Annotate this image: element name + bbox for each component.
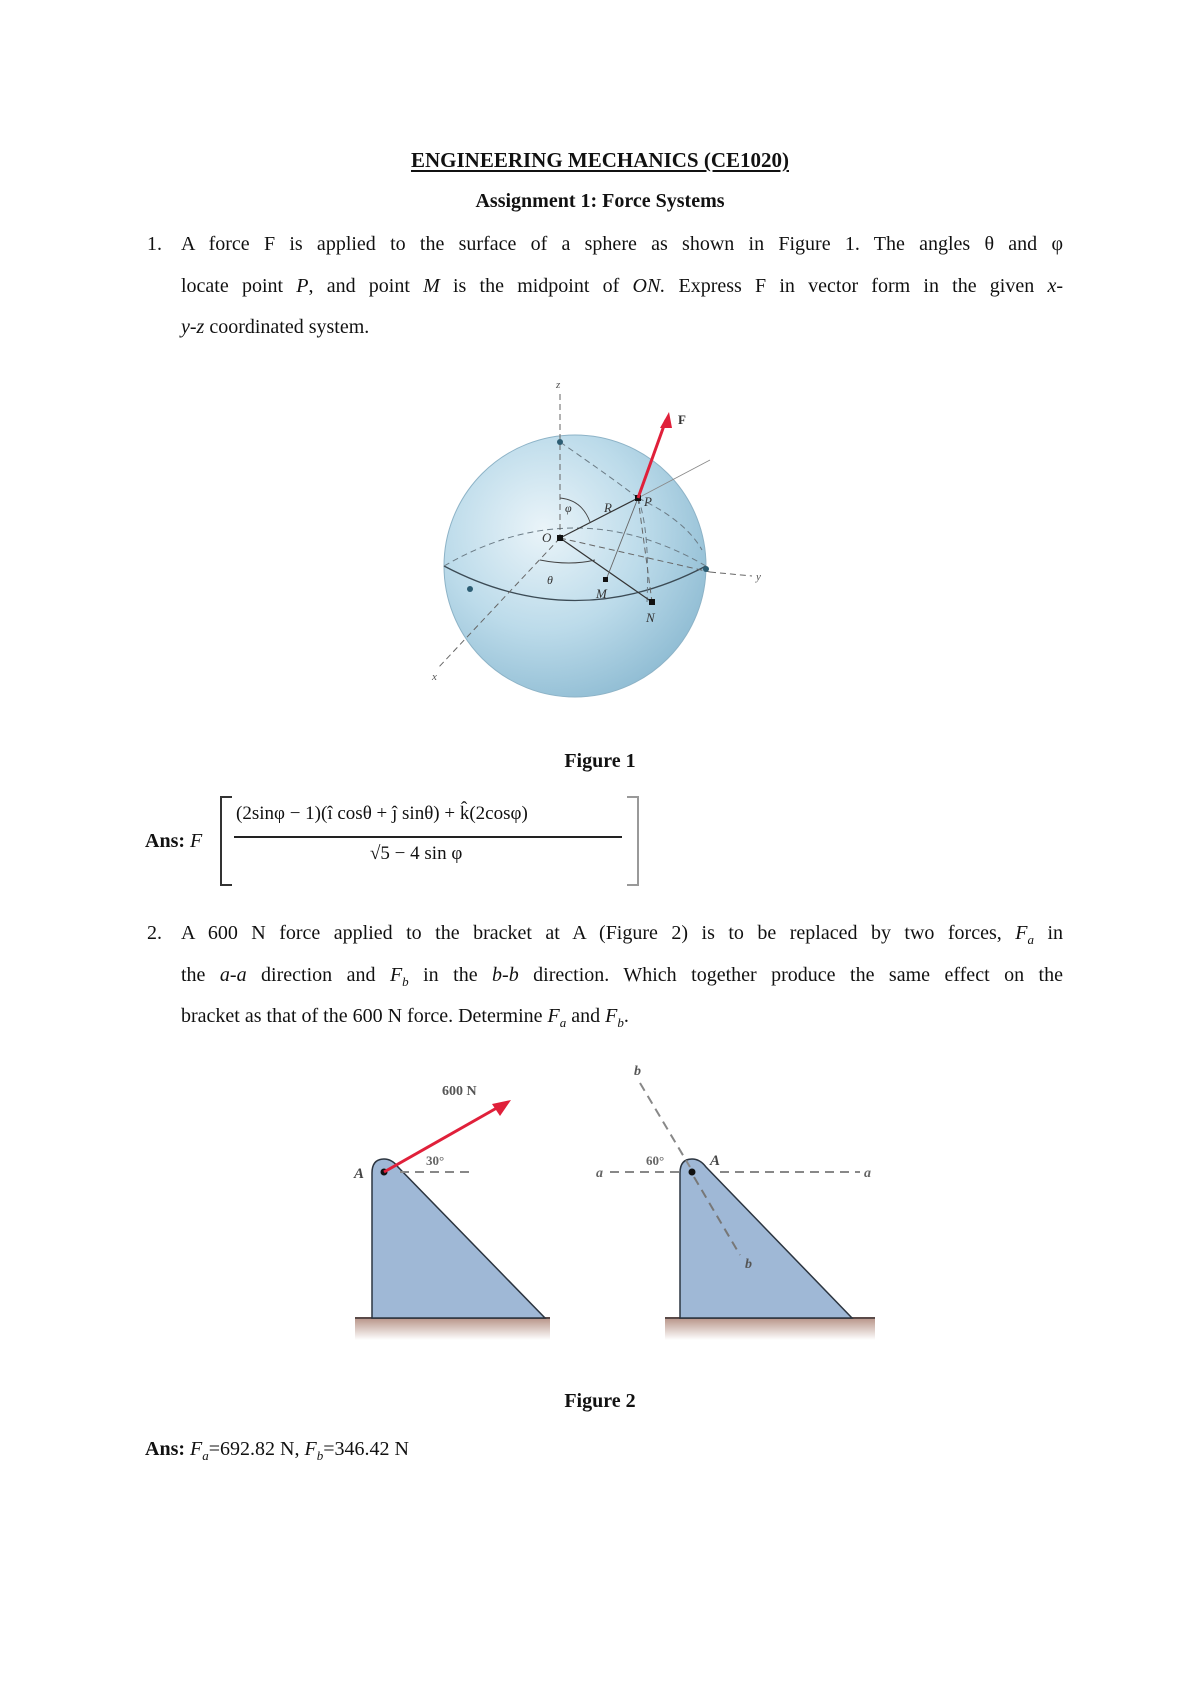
question-2-line-3: bracket as that of the 600 N force. Determine $F_a$ and $F_b$. xyxy=(181,1005,629,1030)
figure-2-caption: Figure 2 xyxy=(564,1390,636,1412)
answer-1-right-bracket xyxy=(627,796,639,886)
answer-1-fraction-bar xyxy=(234,836,622,838)
assignment-subtitle: Assignment 1: Force Systems xyxy=(475,190,725,212)
question-2-number: 2. xyxy=(147,922,162,944)
figure-2-bracket-diagrams xyxy=(340,1055,890,1345)
label-a-left: a xyxy=(596,1166,603,1181)
sphere xyxy=(444,435,706,697)
right-pin-A xyxy=(689,1169,696,1176)
label-30deg: 30° xyxy=(426,1153,445,1168)
label-600N: 600 N xyxy=(442,1084,477,1099)
answer-2: Ans: $F_a=692.82$ N, $F_b=346.42$ N xyxy=(145,1438,409,1463)
label-P: P xyxy=(644,494,652,509)
label-60deg: 60° xyxy=(646,1153,665,1168)
x-axis-marker xyxy=(467,586,473,592)
label-N: N xyxy=(646,610,655,625)
document-title: ENGINEERING MECHANICS (CE1020) xyxy=(410,148,790,172)
right-bracket xyxy=(596,1064,875,1340)
force-600N-arrowhead xyxy=(492,1100,511,1116)
label-A-left: A xyxy=(354,1166,365,1182)
left-ground xyxy=(355,1318,550,1340)
answer-1-denominator: √5 − 4 sin φ xyxy=(370,843,463,864)
answer-1-left-bracket xyxy=(220,796,232,886)
question-1-line-1: A force F is applied to the surface of a sphere as shown in Figure 1. The angles θ and φ xyxy=(181,233,1063,255)
label-M: M xyxy=(596,586,607,601)
y-axis-label: y xyxy=(756,571,761,583)
question-1-line-3: y-z coordinated system. xyxy=(181,316,370,338)
question-2-line-2: the a-a direction and $F_b$ in the b-b direction. Which together produce the same effect on the xyxy=(181,964,1063,989)
force-F-arrowhead xyxy=(660,412,672,428)
left-bracket xyxy=(353,1084,550,1340)
figure-1-caption: Figure 1 xyxy=(564,750,636,772)
question-1-number: 1. xyxy=(147,233,162,255)
label-O: O xyxy=(542,530,552,545)
right-bracket-body xyxy=(680,1159,852,1318)
figure-1-sphere-diagram xyxy=(420,370,780,715)
x-axis-label: x xyxy=(432,671,437,683)
label-F: F xyxy=(678,412,686,427)
question-1-line-2: locate point P, and point M is the midpoint of ON. Express F in vector form in the given x- xyxy=(181,275,1063,297)
label-theta: θ xyxy=(547,573,553,587)
y-axis xyxy=(710,572,752,576)
question-2-line-1: A 600 N force applied to the bracket at A (Figure 2) is to be replaced by two forces, $F_a$ in xyxy=(181,922,1064,947)
label-R: R xyxy=(604,500,612,515)
label-A-right: A xyxy=(710,1153,721,1169)
z-axis-label: z xyxy=(556,379,561,391)
label-phi: φ xyxy=(565,501,572,515)
point-N xyxy=(649,599,655,605)
label-a-right: a xyxy=(864,1166,871,1181)
right-ground xyxy=(665,1318,875,1340)
point-M xyxy=(603,577,608,582)
answer-1: Ans: F xyxy=(145,830,203,852)
label-b-bottom: b xyxy=(745,1257,752,1272)
point-O xyxy=(557,535,563,541)
y-axis-marker xyxy=(703,566,709,572)
pole-marker xyxy=(557,439,563,445)
left-bracket-body xyxy=(372,1159,545,1318)
label-b-top: b xyxy=(634,1064,641,1079)
answer-1-numerator: (2sinφ − 1)(î cosθ + ĵ sinθ) + k̂(2cosφ) xyxy=(236,803,528,824)
